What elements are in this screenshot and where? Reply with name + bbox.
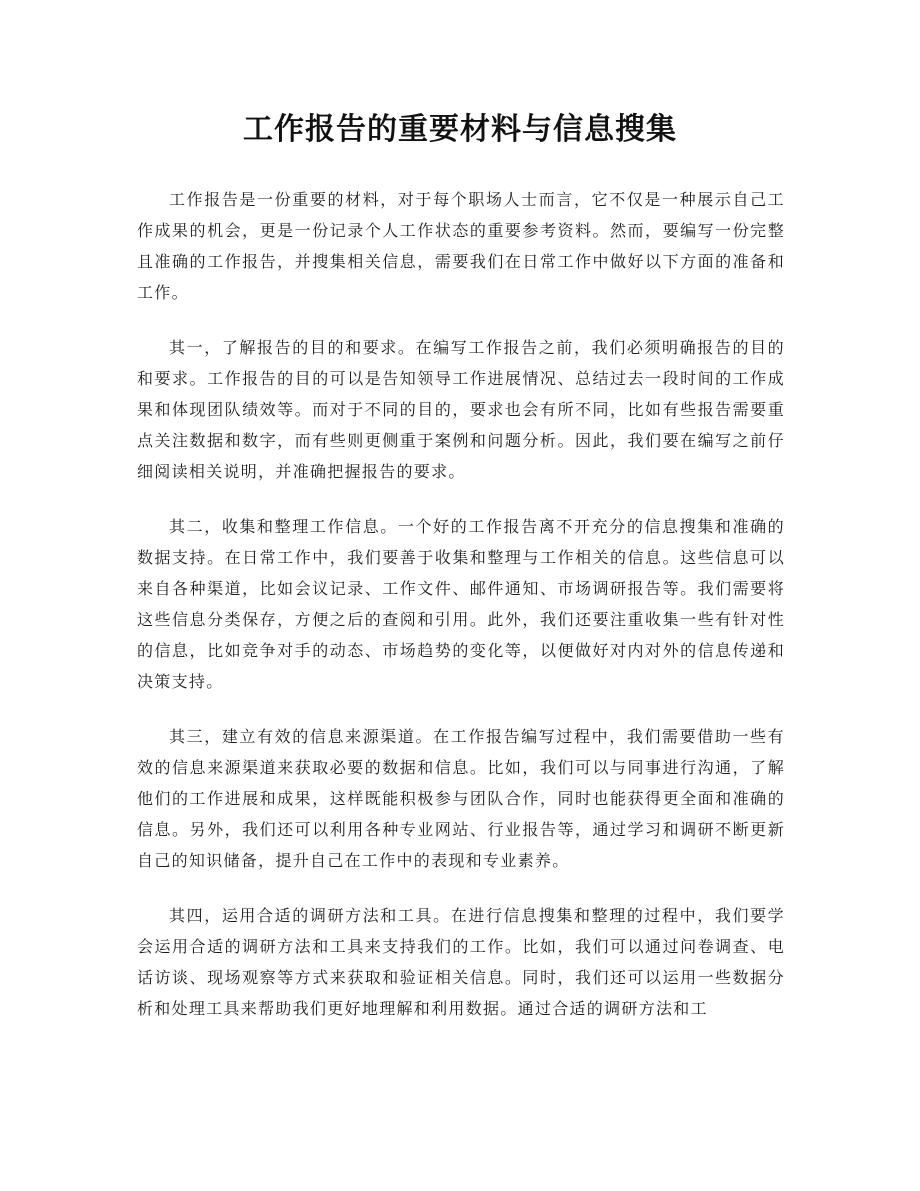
paragraph-fourth-point: 其四，运用合适的调研方法和工具。在进行信息搜集和整理的过程中，我们要学会运用合适的调研方法和工具来支持我们的工作。比如，我们可以通过问卷调查、电话访谈、现场观察等方式来获取和验证相关信息。同时，我们还可以运用一些数据分析和处理工具来帮助我们更好地理解和利用数据。通过合适的调研方法和工 (137, 906, 785, 1018)
document-body (137, 184, 785, 1048)
paragraph-first-point: 其一，了解报告的目的和要求。在编写工作报告之前，我们必须明确报告的目的和要求。工作报告的目的可以是告知领导工作进展情况、总结过去一段时间的工作成果和体现团队绩效等。而对于不同的目的，要求也会有所不同，比如有些报告需要重点关注数据和数字，而有些则更侧重于案例和问题分析。因此，我们要在编写之前仔细阅读相关说明，并准确把握报告的要求。 (137, 338, 785, 481)
document-title: 工作报告的重要材料与信息搜集 (243, 112, 677, 147)
paragraph-intro: 工作报告是一份重要的材料，对于每个职场人士而言，它不仅是一种展示自己工作成果的机会，更是一份记录个人工作状态的重要参考资料。然而，要编写一份完整且准确的工作报告，并搜集相关信息，需要我们在日常工作中做好以下方面的准备和工作。 (137, 190, 785, 302)
paragraph-third-point: 其三，建立有效的信息来源渠道。在工作报告编写过程中，我们需要借助一些有效的信息来源渠道来获取必要的数据和信息。比如，我们可以与同事进行沟通，了解他们的工作进展和成果，这样既能积极参与团队合作，同时也能获得更全面和准确的信息。另外，我们还可以利用各种专业网站、行业报告等，通过学习和调研不断更新自己的知识储备，提升自己在工作中的表现和专业素养。 (137, 727, 785, 870)
paragraph-second-point: 其二，收集和整理工作信息。一个好的工作报告离不开充分的信息搜集和准确的数据支持。在日常工作中，我们要善于收集和整理与工作相关的信息。这些信息可以来自各种渠道，比如会议记录、工作文件、邮件通知、市场调研报告等。我们需要将这些信息分类保存，方便之后的查阅和引用。此外，我们还要注重收集一些有针对性的信息，比如竞争对手的动态、市场趋势的变化等，以便做好对内对外的信息传递和决策支持。 (137, 517, 785, 691)
